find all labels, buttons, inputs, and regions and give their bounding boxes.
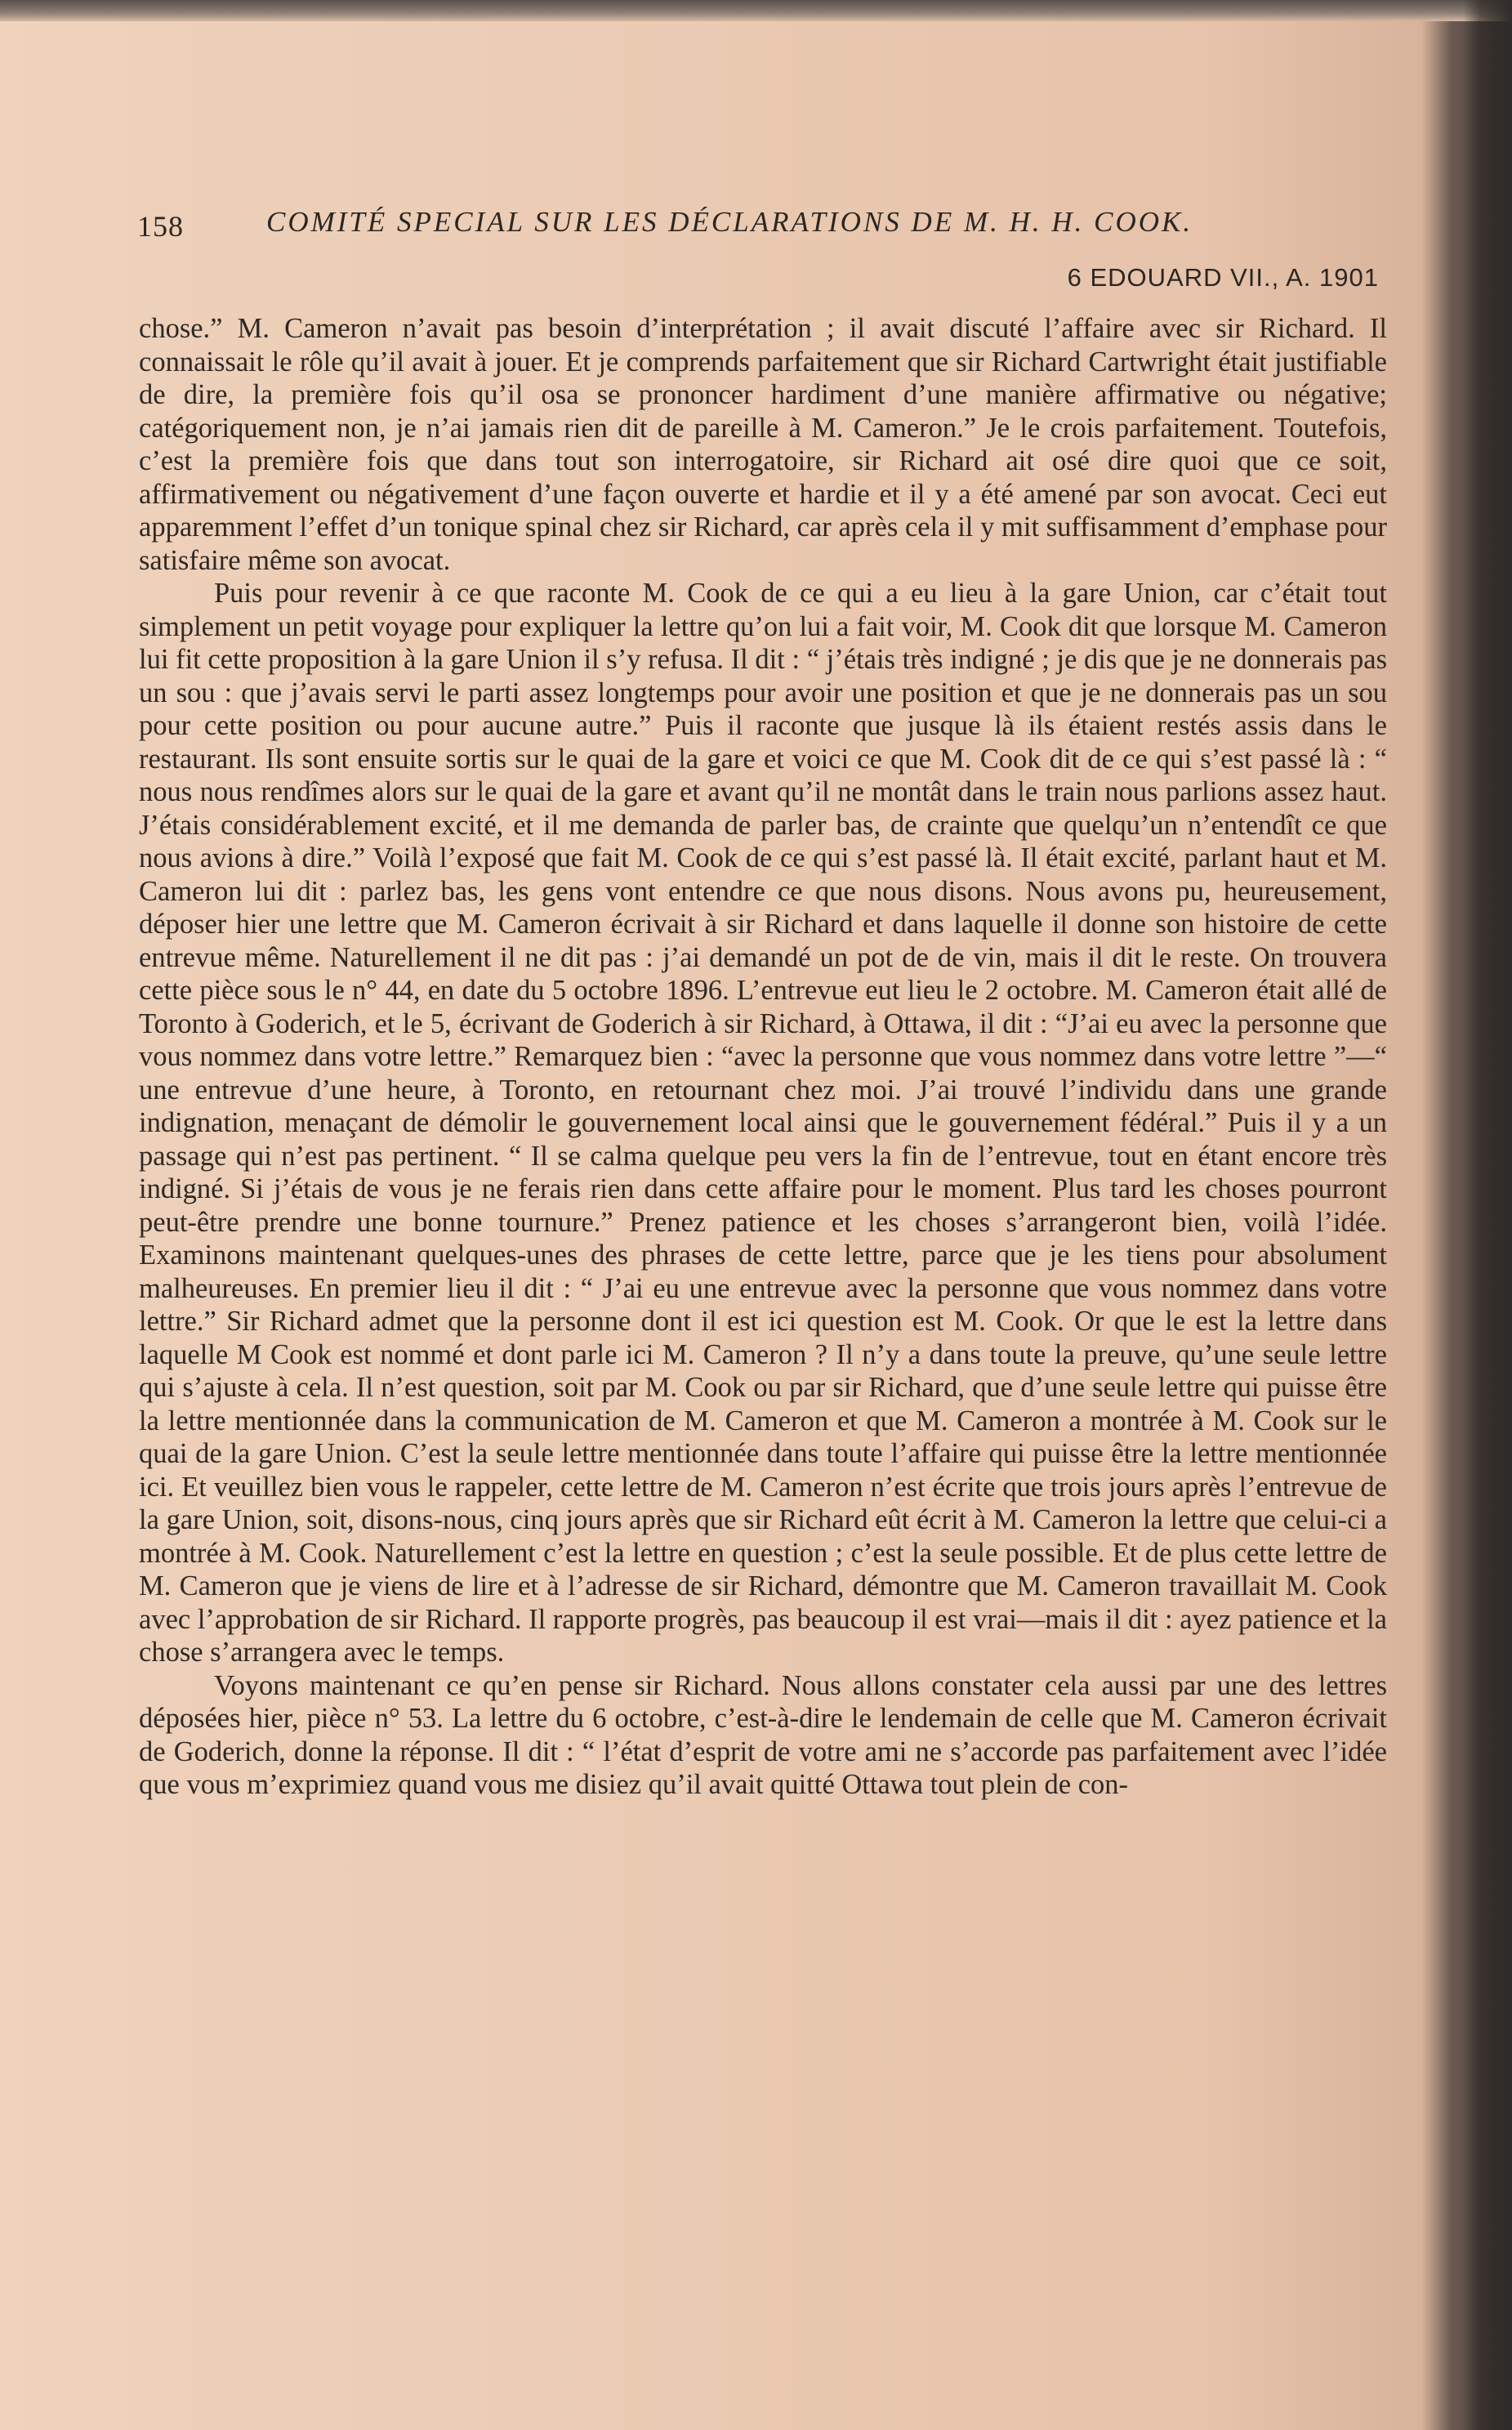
running-title: COMITÉ SPECIAL SUR LES DÉCLARATIONS DE M. H. H. COOK. [266,206,1193,238]
paragraph: chose.” M. Cameron n’avait pas besoin d’interprétation ; il avait discuté l’affaire avec sir Richard. Il connaissait le rôle qu’il avait à jouer. Et je comprends parfaitement que sir Richard Cartwright était justifiable de dire, la première fois qu’il osa se prononcer hardiment d’une manière affirmative ou négative; catégoriquement non, je n’ai jamais rien dit de pareille à M. Cameron.” Je le crois parfaitement. Toutefois, c’est la première fois que dans tout son interrogatoire, sir Richard ait osé dire quoi que ce soit, affirmativement ou négativement d’une façon ouverte et hardie et il y a été amené par son avocat. Ceci eut apparemment l’effet d’un tonique spinal chez sir Richard, car après cela il y mit suffisamment d’emphase pour satisfaire même son avocat. [139,313,1387,576]
body-text [139,312,1387,2273]
paragraph: Voyons maintenant ce qu’en pense sir Richard. Nous allons constater cela aussi par une des lettres déposées hier, pièce n° 53. La lettre du 6 octobre, c’est-à-dire le lendemain de celle que M. Cameron écrivait de Goderich, donne la réponse. Il dit : “ l’état d’esprit de votre ami ne s’accorde pas parfaitement avec l’idée que vous m’exprimiez quand vous me disiez qu’il avait quitté Ottawa tout plein de con- [139,1669,1387,1800]
scan-top-edge [0,0,1512,21]
page-header [137,206,1387,243]
page-number: 158 [137,210,184,243]
book-spine-shadow [1463,0,1512,2430]
paragraph: Puis pour revenir à ce que raconte M. Cook de ce qui a eu lieu à la gare Union, car c’était tout simplement un petit voyage pour expliquer la lettre qu’on lui a fait voir, M. Cook dit que lorsque M. Cameron lui fit cette proposition à la gare Union il s’y refusa. Il dit : “ j’étais très indigné ; je dis que je ne donnerais pas un sou : que j’avais servi le parti assez longtemps pour avoir une position et que je ne donnerais pas un sou pour cette position ou pour aucune autre.” Puis il raconte que jusque là ils étaient restés assis dans le restaurant. Ils sont ensuite sortis sur le quai de la gare et voici ce que M. Cook dit de ce qui s’est passé là : “ nous nous rendîmes alors sur le quai de la gare et avant qu’il ne montât dans le train nous parlions assez haut. J’étais considérablement excité, et il me demanda de parler bas, de crainte que quelqu’un n’entendît ce que nous avions à dire.” Voilà l’exposé que fait M. Cook de ce qui s’est passé là. Il était excité, parlant haut et M. Cameron lui dit : parlez bas, les gens vont entendre ce que nous disons. Nous avons pu, heureusement, déposer hier une lettre que M. Cameron écrivait à sir Richard et dans laquelle il donne son histoire de cette entrevue même. Naturellement il ne dit pas : j’ai demandé un pot de de vin, mais il dit le reste. On trouvera cette pièce sous le n° 44, en date du 5 octobre 1896. L’entrevue eut lieu le 2 octobre. M. Cameron était allé de Toronto à Goderich, et le 5, écrivant de Goderich à sir Richard, à Ottawa, il dit : “J’ai eu avec la personne que vous nommez dans votre lettre.” Remarquez bien : “avec la personne que vous nommez dans votre lettre ”—“ une entrevue d’une heure, à Toronto, en retournant chez moi. J’ai trouvé l’individu dans une grande indignation, menaçant de démolir le gouvernement local ainsi que le gouvernement fédéral.” Puis il y a un passage qui n’est pas pertinent. “ Il se calma quelque peu vers la fin de l’entrevue, tout en étant encore très indigné. Si j’étais de vous je ne ferais rien dans cette affaire pour le moment. Plus tard les choses pourront peut-être prendre une bonne tournure.” Prenez patience et les choses s’arrangeront bien, voilà l’idée. Examinons maintenant quelques-unes des phrases de cette lettre, parce que je les tiens pour absolument malheureuses. En premier lieu il dit : “ J’ai eu une entrevue avec la personne que vous nommez dans votre lettre.” Sir Richard admet que la personne dont il est ici question est M. Cook. Or que le est la lettre dans laquelle M Cook est nommé et dont parle ici M. Cameron ? Il n’y a dans toute la preuve, qu’une seule lettre qui s’ajuste à cela. Il n’est question, soit par M. Cook ou par sir Richard, que d’une seule lettre qui puisse être la lettre mentionnée dans la communication de M. Cameron et que M. Cameron a montrée à M. Cook sur le quai de la gare Union. C’est la seule lettre mentionnée dans toute l’affaire qui puisse être la lettre mentionnée ici. Et veuillez bien vous le rappeler, cette lettre de M. Cameron n’est écrite que trois jours après l’entrevue de la gare Union, soit, disons-nous, cinq jours après que sir Richard eût écrit à M. Cameron la lettre que celui-ci a montrée à M. Cook. Naturellement c’est la lettre en question ; c’est la seule possible. Et de plus cette lettre de M. Cameron que je viens de lire et à l’adresse de sir Richard, démontre que M. Cameron travaillait M. Cook avec l’approbation de sir Richard. Il rapporte progrès, pas beaucoup il est vrai—mais il dit : ayez patience et la chose s’arrangera avec le temps. [139,578,1387,1668]
session-subheader: 6 EDOUARD VII., A. 1901 [1067,263,1379,292]
